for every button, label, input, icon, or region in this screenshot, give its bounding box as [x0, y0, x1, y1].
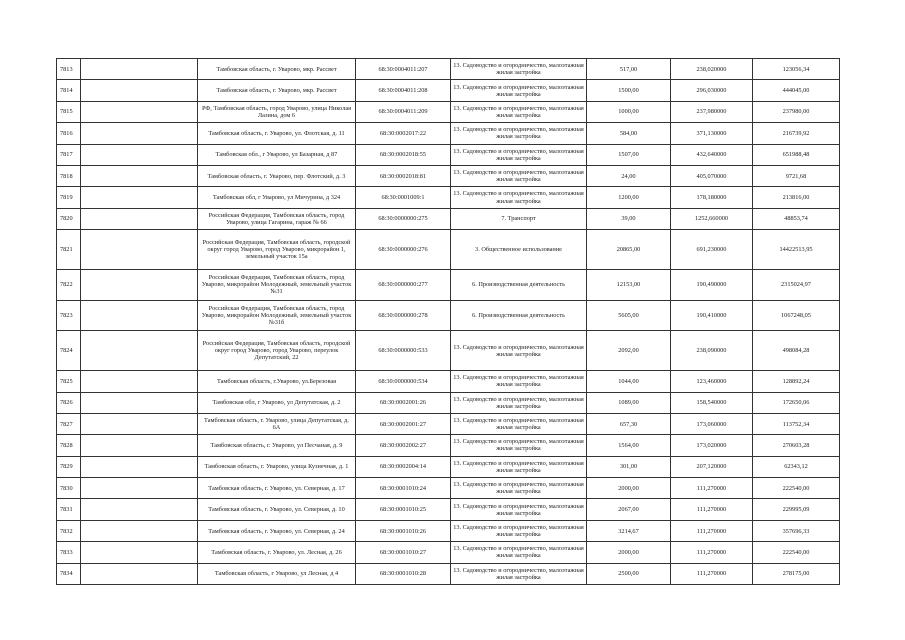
land-use-category-cell: 13. Садоводство и огородничество, малоэтажная жилая застройка — [451, 563, 587, 584]
table-row — [57, 542, 840, 563]
area-cell: 2000,00 — [587, 478, 671, 499]
cadastral-value-cell: 1067248,05 — [753, 300, 840, 331]
cadastral-number-cell: 68:30:0004011:208 — [356, 80, 451, 101]
table-row — [57, 371, 840, 392]
land-use-category-cell: 13. Садоводство и огородничество, малоэтажная жилая застройка — [451, 392, 587, 413]
cadastral-number-cell: 68:30:0001009:1 — [356, 187, 451, 208]
cadastral-number-cell: 68:30:0000000:278 — [356, 300, 451, 331]
table-row — [57, 413, 840, 434]
row-number-cell: 7829 — [57, 456, 81, 477]
cadastral-value-cell: 278175,00 — [753, 563, 840, 584]
specific-value-cell: 296,030000 — [671, 80, 753, 101]
area-cell: 20865,00 — [587, 230, 671, 270]
cadastral-number-cell: 68:30:0000000:275 — [356, 208, 451, 229]
cadastral-value-cell: 213816,00 — [753, 187, 840, 208]
table-row — [57, 101, 840, 122]
area-cell: 24,00 — [587, 165, 671, 186]
row-number-cell: 7830 — [57, 478, 81, 499]
empty-cell — [81, 435, 198, 456]
table-row — [57, 435, 840, 456]
table-row — [57, 300, 840, 331]
table-row — [57, 208, 840, 229]
cadastral-value-cell: 216739,92 — [753, 123, 840, 144]
cadastral-value-cell: 229995,09 — [753, 499, 840, 520]
land-use-category-cell: 13. Садоводство и огородничество, малоэтажная жилая застройка — [451, 520, 587, 541]
cadastral-value-cell: 444045,00 — [753, 80, 840, 101]
empty-cell — [81, 392, 198, 413]
land-use-category-cell: 6. Производственная деятельность — [451, 300, 587, 331]
address-cell: Тамбовская область, г. Уварово, мкр. Рассвет — [198, 59, 356, 80]
cadastral-value-cell: 123056,34 — [753, 59, 840, 80]
cadastral-value-cell: 9721,68 — [753, 165, 840, 186]
cadastral-value-cell: 357696,33 — [753, 520, 840, 541]
area-cell: 1507,00 — [587, 144, 671, 165]
empty-cell — [81, 208, 198, 229]
cadastral-number-cell: 68:30:0002002:27 — [356, 435, 451, 456]
empty-cell — [81, 101, 198, 122]
land-use-category-cell: 13. Садоводство и огородничество, малоэтажная жилая застройка — [451, 371, 587, 392]
area-cell: 1564,00 — [587, 435, 671, 456]
area-cell: 1000,00 — [587, 101, 671, 122]
cadastral-value-cell: 113752,34 — [753, 413, 840, 434]
cadastral-value-cell: 222540,00 — [753, 542, 840, 563]
empty-cell — [81, 331, 198, 371]
cadastral-number-cell: 68:30:0002018:81 — [356, 165, 451, 186]
address-cell: Российская Федерация, Тамбовская область, городской округ город Уварово, город Уварово, микрорайон 1, земельный участок 15а — [198, 230, 356, 270]
row-number-cell: 7825 — [57, 371, 81, 392]
specific-value-cell: 173,060000 — [671, 413, 753, 434]
cadastral-number-cell: 68:30:0002017:22 — [356, 123, 451, 144]
row-number-cell: 7818 — [57, 165, 81, 186]
empty-cell — [81, 371, 198, 392]
cadastral-value-table — [56, 58, 840, 585]
address-cell: Тамбовская область, г.Уварово, ул.Березовая — [198, 371, 356, 392]
specific-value-cell: 238,020000 — [671, 59, 753, 80]
cadastral-number-cell: 68:30:0001010:28 — [356, 563, 451, 584]
specific-value-cell: 111,270000 — [671, 478, 753, 499]
cadastral-number-cell: 68:30:0000000:533 — [356, 331, 451, 371]
area-cell: 517,00 — [587, 59, 671, 80]
specific-value-cell: 111,270000 — [671, 520, 753, 541]
empty-cell — [81, 270, 198, 301]
address-cell: Тамбовская область, г. Уварово, ул. Флотская, д. 11 — [198, 123, 356, 144]
cadastral-value-cell: 498084,28 — [753, 331, 840, 371]
cadastral-value-cell: 14422513,95 — [753, 230, 840, 270]
address-cell: Тамбовская область, г. Уварово, ул. Северная, д. 24 — [198, 520, 356, 541]
area-cell: 584,00 — [587, 123, 671, 144]
land-use-category-cell: 13. Садоводство и огородничество, малоэтажная жилая застройка — [451, 144, 587, 165]
address-cell: РФ, Тамбовская область, город Уварово, улица Николая Лазина, дом 6 — [198, 101, 356, 122]
cadastral-value-cell: 48853,74 — [753, 208, 840, 229]
land-use-category-cell: 13. Садоводство и огородничество, малоэтажная жилая застройка — [451, 413, 587, 434]
address-cell: Тамбовская обл, г Уварово, ул Мичурина, д 324 — [198, 187, 356, 208]
specific-value-cell: 1252,660000 — [671, 208, 753, 229]
row-number-cell: 7813 — [57, 59, 81, 80]
address-cell: Российская Федерация, Тамбовская область, город Уварово, улица Гагарина, гараж № 66 — [198, 208, 356, 229]
table-row — [57, 331, 840, 371]
empty-cell — [81, 456, 198, 477]
cadastral-number-cell: 68:30:0002018:55 — [356, 144, 451, 165]
table-row — [57, 187, 840, 208]
address-cell: Российская Федерация, Тамбовская область, город Уварово, микрорайон Молодежный, земельный участок №31б — [198, 300, 356, 331]
row-number-cell: 7821 — [57, 230, 81, 270]
cadastral-number-cell: 68:30:0000000:534 — [356, 371, 451, 392]
table-row — [57, 520, 840, 541]
cadastral-number-cell: 68:30:0002001:27 — [356, 413, 451, 434]
table-row — [57, 123, 840, 144]
specific-value-cell: 123,460000 — [671, 371, 753, 392]
land-use-category-cell: 13. Садоводство и огородничество, малоэтажная жилая застройка — [451, 165, 587, 186]
cadastral-value-cell: 237980,00 — [753, 101, 840, 122]
cadastral-number-cell: 68:30:0002004:14 — [356, 456, 451, 477]
land-use-category-cell: 13. Садоводство и огородничество, малоэтажная жилая застройка — [451, 331, 587, 371]
cadastral-value-cell: 222540,00 — [753, 478, 840, 499]
row-number-cell: 7824 — [57, 331, 81, 371]
area-cell: 1089,00 — [587, 392, 671, 413]
area-cell: 2092,00 — [587, 331, 671, 371]
land-use-category-cell: 3. Общественное использование — [451, 230, 587, 270]
land-use-category-cell: 13. Садоводство и огородничество, малоэтажная жилая застройка — [451, 123, 587, 144]
row-number-cell: 7832 — [57, 520, 81, 541]
land-use-category-cell: 13. Садоводство и огородничество, малоэтажная жилая застройка — [451, 435, 587, 456]
row-number-cell: 7833 — [57, 542, 81, 563]
cadastral-number-cell: 68:30:0004011:209 — [356, 101, 451, 122]
empty-cell — [81, 300, 198, 331]
cadastral-number-cell: 68:30:0004011:207 — [356, 59, 451, 80]
empty-cell — [81, 478, 198, 499]
row-number-cell: 7827 — [57, 413, 81, 434]
row-number-cell: 7828 — [57, 435, 81, 456]
empty-cell — [81, 499, 198, 520]
row-number-cell: 7822 — [57, 270, 81, 301]
table-row — [57, 499, 840, 520]
specific-value-cell: 371,130000 — [671, 123, 753, 144]
empty-cell — [81, 59, 198, 80]
area-cell: 301,00 — [587, 456, 671, 477]
specific-value-cell: 190,490000 — [671, 270, 753, 301]
specific-value-cell: 238,090000 — [671, 331, 753, 371]
specific-value-cell: 207,120000 — [671, 456, 753, 477]
table-row — [57, 59, 840, 80]
table-row — [57, 478, 840, 499]
cadastral-number-cell: 68:30:0001010:26 — [356, 520, 451, 541]
address-cell: Российская Федерация, Тамбовская область, городской округ город Уварово, город Уварово, переулок Депутатский, 22 — [198, 331, 356, 371]
table-row — [57, 144, 840, 165]
specific-value-cell: 178,180000 — [671, 187, 753, 208]
document-page — [56, 58, 839, 585]
cadastral-value-cell: 128892,24 — [753, 371, 840, 392]
area-cell: 5605,00 — [587, 300, 671, 331]
specific-value-cell: 111,270000 — [671, 499, 753, 520]
empty-cell — [81, 563, 198, 584]
row-number-cell: 7814 — [57, 80, 81, 101]
area-cell: 2067,00 — [587, 499, 671, 520]
specific-value-cell: 691,230000 — [671, 230, 753, 270]
area-cell: 2000,00 — [587, 542, 671, 563]
area-cell: 2500,00 — [587, 563, 671, 584]
cadastral-value-cell: 172650,06 — [753, 392, 840, 413]
cadastral-value-cell: 651988,48 — [753, 144, 840, 165]
address-cell: Российская Федерация, Тамбовская область, город Уварово, микрорайон Молодежный, земельный участок №31 — [198, 270, 356, 301]
table-row — [57, 80, 840, 101]
cadastral-value-cell: 2315024,97 — [753, 270, 840, 301]
specific-value-cell: 158,540000 — [671, 392, 753, 413]
area-cell: 39,00 — [587, 208, 671, 229]
land-use-category-cell: 13. Садоводство и огородничество, малоэтажная жилая застройка — [451, 101, 587, 122]
cadastral-value-cell: 270603,28 — [753, 435, 840, 456]
table-row — [57, 230, 840, 270]
cadastral-value-cell: 62343,12 — [753, 456, 840, 477]
table-body — [57, 59, 840, 585]
cadastral-number-cell: 68:30:0002001:26 — [356, 392, 451, 413]
specific-value-cell: 237,980000 — [671, 101, 753, 122]
address-cell: Тамбовская область, г Уварово, ул Лесная, д 4 — [198, 563, 356, 584]
land-use-category-cell: 13. Садоводство и огородничество, малоэтажная жилая застройка — [451, 499, 587, 520]
specific-value-cell: 111,270000 — [671, 542, 753, 563]
cadastral-number-cell: 68:30:0000000:276 — [356, 230, 451, 270]
cadastral-number-cell: 68:30:0001010:25 — [356, 499, 451, 520]
row-number-cell: 7823 — [57, 300, 81, 331]
area-cell: 1200,00 — [587, 187, 671, 208]
address-cell: Тамбовская область, г. Уварово, ул Песчаная, д. 9 — [198, 435, 356, 456]
empty-cell — [81, 123, 198, 144]
specific-value-cell: 432,640000 — [671, 144, 753, 165]
row-number-cell: 7817 — [57, 144, 81, 165]
empty-cell — [81, 520, 198, 541]
address-cell: Тамбовская область, г. Уварово, ул. Лесная, д. 26 — [198, 542, 356, 563]
empty-cell — [81, 542, 198, 563]
row-number-cell: 7820 — [57, 208, 81, 229]
cadastral-number-cell: 68:30:0000000:277 — [356, 270, 451, 301]
row-number-cell: 7834 — [57, 563, 81, 584]
row-number-cell: 7826 — [57, 392, 81, 413]
specific-value-cell: 190,410000 — [671, 300, 753, 331]
row-number-cell: 7816 — [57, 123, 81, 144]
row-number-cell: 7815 — [57, 101, 81, 122]
area-cell: 657,30 — [587, 413, 671, 434]
address-cell: Тамбовская область, г. Уварово, мкр. Рассвет — [198, 80, 356, 101]
area-cell: 1500,00 — [587, 80, 671, 101]
address-cell: Тамбовская область, г. Уварово, улица Кузнечная, д. 1 — [198, 456, 356, 477]
land-use-category-cell: 13. Садоводство и огородничество, малоэтажная жилая застройка — [451, 478, 587, 499]
address-cell: Тамбовская область, г. Уварово, ул. Северная, д. 10 — [198, 499, 356, 520]
land-use-category-cell: 7. Транспорт — [451, 208, 587, 229]
empty-cell — [81, 413, 198, 434]
address-cell: Тамбовская область, г. Уварово, ул. Северная, д. 17 — [198, 478, 356, 499]
area-cell: 1044,00 — [587, 371, 671, 392]
address-cell: Тамбовская область, г. Уварово, улица Депутатская, д. 6А — [198, 413, 356, 434]
specific-value-cell: 111,270000 — [671, 563, 753, 584]
empty-cell — [81, 165, 198, 186]
empty-cell — [81, 230, 198, 270]
land-use-category-cell: 13. Садоводство и огородничество, малоэтажная жилая застройка — [451, 59, 587, 80]
row-number-cell: 7831 — [57, 499, 81, 520]
address-cell: Тамбовская обл, г Уварово, ул Депутатская, д. 2 — [198, 392, 356, 413]
table-row — [57, 456, 840, 477]
table-row — [57, 392, 840, 413]
cadastral-number-cell: 68:30:0001010:24 — [356, 478, 451, 499]
empty-cell — [81, 80, 198, 101]
empty-cell — [81, 144, 198, 165]
specific-value-cell: 173,020000 — [671, 435, 753, 456]
table-row — [57, 563, 840, 584]
land-use-category-cell: 13. Садоводство и огородничество, малоэтажная жилая застройка — [451, 542, 587, 563]
specific-value-cell: 405,070000 — [671, 165, 753, 186]
table-row — [57, 270, 840, 301]
table-row — [57, 165, 840, 186]
cadastral-number-cell: 68:30:0001010:27 — [356, 542, 451, 563]
address-cell: Тамбовская область, г. Уварово, пер. Флотский, д. 3 — [198, 165, 356, 186]
address-cell: Тамбовская обл., г Уварово, ул Базарная, д 87 — [198, 144, 356, 165]
area-cell: 12153,00 — [587, 270, 671, 301]
row-number-cell: 7819 — [57, 187, 81, 208]
land-use-category-cell: 6. Производственная деятельность — [451, 270, 587, 301]
land-use-category-cell: 13. Садоводство и огородничество, малоэтажная жилая застройка — [451, 456, 587, 477]
land-use-category-cell: 13. Садоводство и огородничество, малоэтажная жилая застройка — [451, 187, 587, 208]
area-cell: 3214,67 — [587, 520, 671, 541]
land-use-category-cell: 13. Садоводство и огородничество, малоэтажная жилая застройка — [451, 80, 587, 101]
empty-cell — [81, 187, 198, 208]
